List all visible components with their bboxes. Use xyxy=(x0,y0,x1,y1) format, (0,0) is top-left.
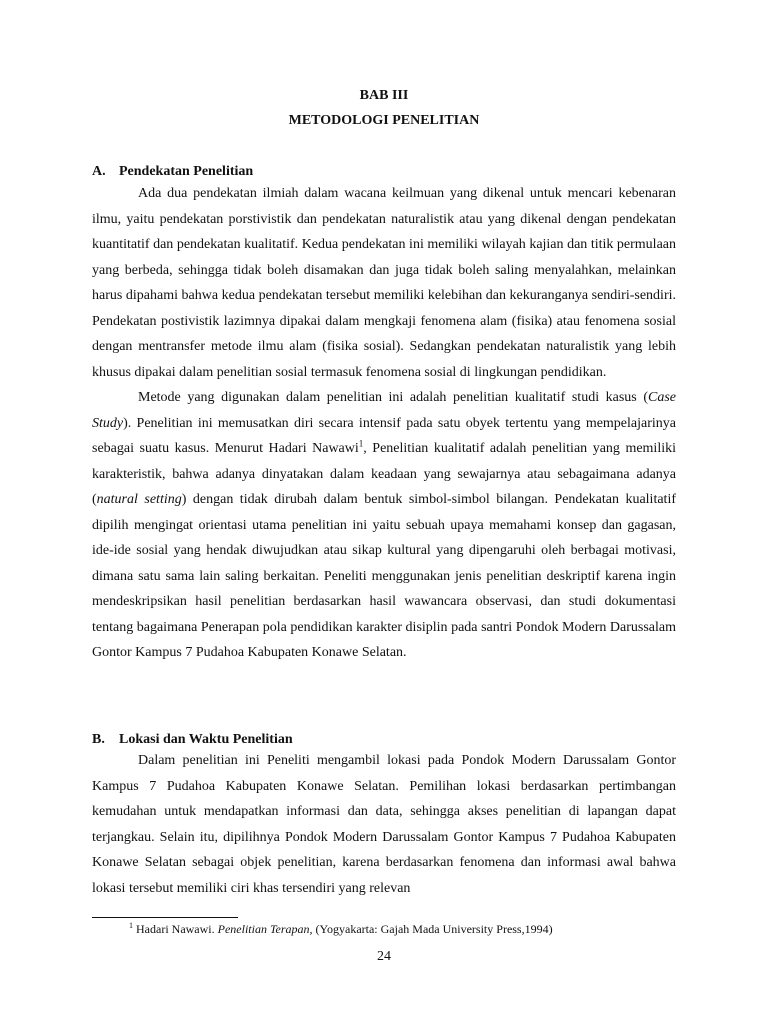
footnote-book-title: Penelitian Terapan, xyxy=(217,922,313,936)
section-a-paragraph-1: Ada dua pendekatan ilmiah dalam wacana keilmuan yang dikenal untuk mencari kebenaran ilmu, yaitu pendekatan porstivistik dan pendekatan naturalistik atau yang dikenal dengan pendekatan kuantitatif dan pendekatan kualitatif. Kedua pendekatan ini memiliki wilayah kajian dan titik permulaan yang berbeda, sehingga tidak boleh disamakan dan juga tidak boleh saling menyalahkan, melainkan harus dipahami bahwa kedua pendekatan tersebut memiliki kelebihan dan kekuranganya sendiri-sendiri. Pendekatan postivistik lazimnya dipakai dalam mengkaji fenomena alam (fisika) atau fenomena sosial dengan mentransfer metode ilmu alam (fisika sosial). Sedangkan pendekatan naturalistik yang lebih khusus dipakai dalam penelitian sosial termasuk fenomena sosial di lingkungan pendidikan. xyxy=(92,186,676,380)
footnote-marker: 1 xyxy=(129,921,133,930)
chapter-title: METODOLOGI PENELITIAN xyxy=(288,113,480,128)
chapter-label: BAB III xyxy=(359,88,409,103)
section-b-paragraph-1: Dalam penelitian ini Peneliti mengambil lokasi pada Pondok Modern Darussalam Gontor Kampus 7 Pudahoa Kabupaten Konawe Selatan. Pemilihan lokasi berdasarkan pertimbangan kemudahan untuk mendapatkan informasi dan data, sehingga akses penelitian di lapangan dapat terjangkau. Selain itu, dipilihnya Pondok Modern Darussalam Gontor Kampus 7 Pudahoa Kabupaten Konawe Selatan sebagai objek penelitian, karena berdasarkan fenomena dan informasi awal bahwa lokasi tersebut memiliki ciri khas tersendiri yang relevan xyxy=(92,753,676,896)
footnote-divider xyxy=(92,917,238,918)
p2-italic-case-study: Case Study xyxy=(92,390,676,431)
section-b-number: B. xyxy=(92,732,105,747)
p2-text-3: , Penelitian kualitatif adalah penelitian yang memiliki karakteristik, bahwa adanya dinyatakan dalam keadaan yang sewajarnya atau sebagaimana adanya ( xyxy=(92,441,676,507)
section-a-heading xyxy=(92,163,676,180)
p2-italic-natural-setting: natural setting xyxy=(96,492,182,507)
section-a-number: A. xyxy=(92,164,106,179)
section-b-heading xyxy=(92,731,676,748)
p2-text-4: ) dengan tidak dirubah dalam bentuk simbol-simbol bilangan. Pendekatan kualitatif dipilih mengingat orientasi utama penelitian ini yaitu sebuah upaya memahami konsep dan gagasan, ide-ide sosial yang hendak diwujudkan atau sikap kultural yang dipengaruhi oleh berbagai motivasi, dimana satu sama lain saling berkaitan. Peneliti menggunakan jenis penelitian deskriptif karena ingin mendeskripsikan hasil penelitian berdasarkan hasil wawancara observasi, dan studi dokumentasi tentang bagaimana Penerapan pola pendidikan karakter disiplin pada santri Pondok Modern Darussalam Gontor Kampus 7 Pudahoa Kabupaten Konawe Selatan. xyxy=(92,492,676,660)
p2-text-2: ). Penelitian ini memusatkan diri secara intensif pada satu obyek tertentu yang mempelajarinya sebagai suatu kasus. Menurut Hadari Nawawi xyxy=(92,415,676,456)
p2-text-1: Metode yang digunakan dalam penelitian ini adalah penelitian kualitatif studi kasus ( xyxy=(138,390,648,405)
section-a-title: Pendekatan Penelitian xyxy=(119,164,254,179)
page-number: 24 xyxy=(377,949,391,964)
footnote-reference[interactable]: 1 xyxy=(358,438,364,449)
section-a-paragraph-2 xyxy=(92,385,676,666)
section-b-title: Lokasi dan Waktu Penelitian xyxy=(119,732,293,747)
footnote-author: Hadari Nawawi. xyxy=(136,922,215,936)
footnote-publisher: (Yogyakarta: Gajah Mada University Press,1994) xyxy=(315,922,553,936)
footnote xyxy=(129,922,689,937)
